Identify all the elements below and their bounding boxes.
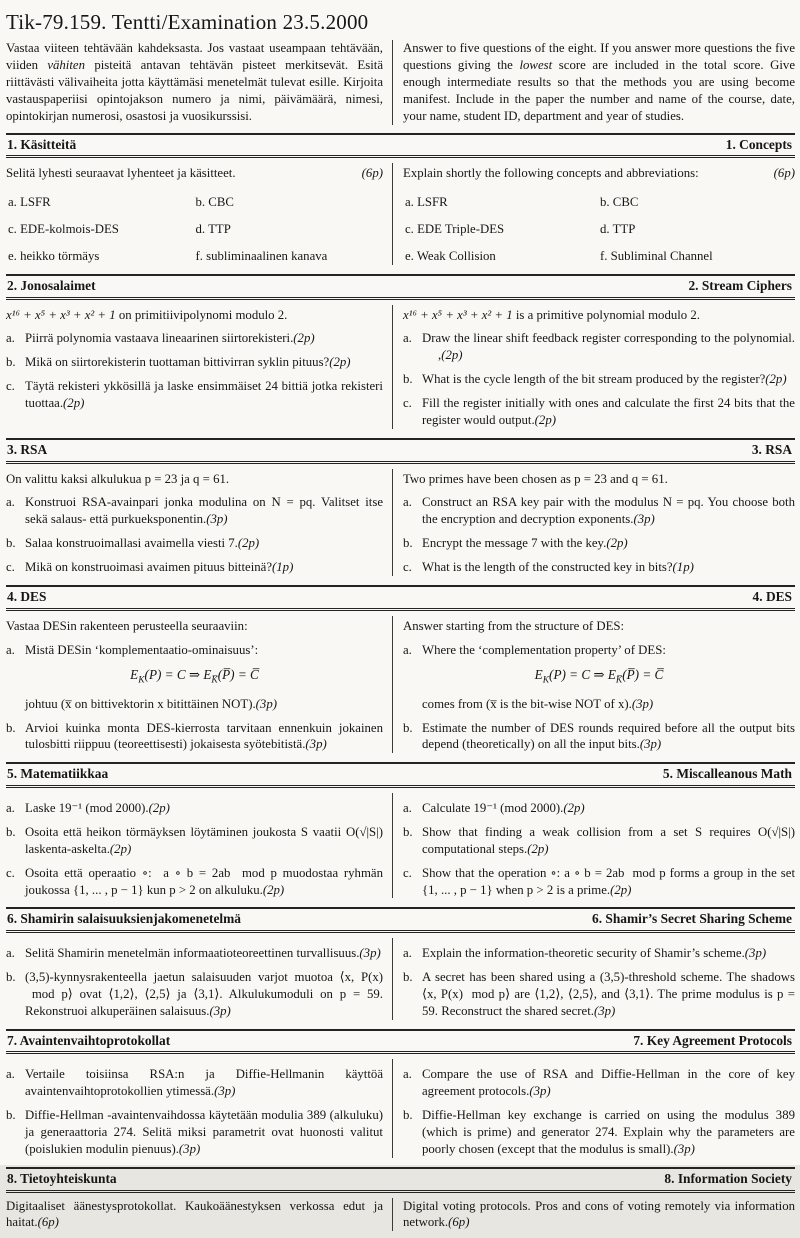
concept-list-fi [6, 194, 383, 265]
section-6-en [393, 938, 795, 1020]
question-item [403, 945, 795, 962]
item-label: b. [6, 720, 16, 735]
section-3-title-fi: 3. RSA [7, 441, 48, 457]
section-7-fi [6, 1059, 393, 1157]
question-item [403, 865, 795, 899]
lead-en [403, 307, 795, 324]
item-label: c. [403, 396, 412, 411]
points-label: (3p) [209, 1003, 231, 1018]
concept-item: f. subliminaalinen kanava [195, 248, 328, 263]
points-label: (1p) [672, 560, 694, 575]
item-label: b. [6, 970, 16, 985]
lead-text: is a primitive polynomial modulo 2. [512, 307, 700, 322]
item-label: a. [6, 331, 15, 346]
points-label: (6p) [361, 166, 383, 181]
item-text: Laske 19⁻¹ (mod 2000). [25, 801, 149, 816]
item-label: a. [403, 642, 412, 657]
item-label: b. [6, 824, 16, 839]
item-label: a. [403, 1067, 412, 1082]
points-label: (2p) [109, 841, 132, 856]
lead-fi: On valittu kaksi alkulukua p = 23 ja q = 61. [6, 471, 230, 486]
section-2-title-fi: 2. Jonosalaimet [7, 277, 96, 293]
question-item-continuation [6, 696, 383, 713]
item-text: Selitä Shamirin menetelmän informaatioteoreettinen turvallisuus. [25, 946, 360, 961]
section-7-en [393, 1059, 795, 1157]
section-4-title-en: 4. DES [752, 589, 792, 605]
intro-fi-emphasis: vähiten [47, 58, 85, 73]
lead-fi [6, 165, 383, 182]
formula-subscript: K̅ [211, 676, 218, 687]
lead-en [403, 165, 795, 182]
lead-text: Digital voting protocols. Pros and cons of voting remotely via information network. [403, 1198, 795, 1230]
item-text: (3,5)-kynnysrakenteella jaetun salaisuuden varjot muotoa ⟨x, P(x) mod p⟩ ovat ⟨1,2⟩, ⟨2,5⟩ ja ⟨3,1⟩. Alkulukumoduli on p = 59. Rekonstruoi alkuperäinen salaisuus. [25, 970, 383, 1018]
item-label: a. [403, 495, 412, 510]
intro-fi [6, 40, 393, 124]
item-text: Calculate 19⁻¹ (mod 2000). [422, 801, 564, 816]
intro-en-emphasis: lowest [519, 58, 553, 73]
item-text: Show that the operation ∘: a ∘ b = 2ab mod p forms a group in the set {1, ... , p − 1} when p > 2 is a prime. [422, 865, 795, 897]
question-item [403, 330, 795, 364]
points-label: (2p) [148, 801, 170, 816]
question-item [6, 1066, 383, 1100]
concept-item: b. CBC [195, 195, 234, 210]
points-label: (3p) [631, 696, 654, 711]
lead-text: on primitiivipolynomi modulo 2. [115, 307, 288, 322]
section-4-en [393, 616, 795, 754]
item-text: Encrypt the message 7 with the key. [422, 536, 607, 551]
points-label: (6p) [773, 166, 795, 181]
points-label: (2p) [534, 412, 556, 427]
item-text: comes from (x̅ is the bit-wise NOT of x). [422, 696, 632, 711]
question-item [403, 720, 795, 754]
item-text: Construct an RSA key pair with the modulus N = pq. You choose both the encryption and decryption exponents. [422, 495, 795, 527]
section-2-band [6, 274, 795, 300]
section-4-fi [6, 616, 393, 754]
question-item [403, 371, 795, 388]
item-text: What is the cycle length of the bit stream produced by the register? [422, 372, 766, 387]
formula-part: (P) = C ⇒ E [144, 667, 212, 683]
item-label: b. [403, 970, 413, 985]
question-item [403, 824, 795, 858]
points-label: (2p) [293, 331, 315, 346]
section-5-fi [6, 793, 393, 898]
item-text: Where the ‘complementation property’ of DES: [422, 642, 666, 657]
lead-fi [6, 307, 383, 324]
points-label: (1p) [272, 560, 294, 575]
item-text: Osoita että operaatio ∘: a ∘ b = 2ab mod p muodostaa ryhmän joukossa {1, ... , p − 1} kun p > 2 on alkuluku. [25, 865, 383, 897]
points-label: (3p) [214, 1084, 236, 1099]
points-label: (2p) [527, 841, 549, 856]
section-5-content [6, 788, 795, 905]
item-label: a. [6, 801, 15, 816]
item-label: b. [6, 355, 16, 370]
item-text: Täytä rekisteri ykkösillä ja laske ensimmäiset 24 bittiä jotka rekisteri tuottaa. [25, 379, 383, 411]
item-label: b. [403, 372, 413, 387]
points-label: (3p) [593, 1003, 616, 1018]
section-2-content [6, 300, 795, 436]
section-1-fi [6, 163, 393, 265]
question-item [6, 824, 383, 858]
item-text: Piirrä polynomia vastaava lineaarinen siirtorekisteri. [25, 331, 294, 346]
formula-part: (P) = C ⇒ E [549, 667, 616, 683]
question-item [6, 642, 383, 659]
item-text: Draw the linear shift feedback register corresponding to the polynomial. , [422, 331, 795, 363]
intro-fi-text-2: pisteitä antavan tehtävän pisteet merkitsevät. Esitä riittävästi välivaiheita jotta käyttämäsi menetelmät tulevat esille. Kirjoita vastauspaperiisi opintojakson numero ja nimi, päivämäärä, nimesi, opintokirjan numerosi, osastosi ja vuosikurssisi. [6, 58, 383, 123]
item-text: A secret has been shared using a (3,5)-threshold scheme. The shadows ⟨x, P(x) mod p⟩ are ⟨1,2⟩, ⟨2,5⟩, and ⟨3,1⟩. The prime modulus is p = 59. Reconstruct the shared secret. [422, 970, 795, 1018]
item-text: Compare the use of RSA and Diffie-Hellman in the core of key agreement protocols. [422, 1067, 795, 1099]
complementation-formula [403, 666, 795, 687]
section-7-title-fi: 7. Avaintenvaihtoprotokollat [7, 1032, 171, 1048]
section-2-fi [6, 305, 393, 429]
question-item [403, 642, 795, 659]
formula-subscript: K̅ [615, 676, 623, 687]
question-item [403, 559, 795, 576]
question-item [6, 378, 383, 412]
concept-item: a. LSFR [405, 195, 448, 210]
item-text: Mikä on siirtorekisterin tuottaman bittivirran syklin pituus? [25, 355, 330, 370]
question-item [6, 865, 383, 899]
concept-item: c. EDE-kolmois-DES [8, 222, 119, 237]
item-label: a. [6, 642, 15, 657]
concept-item: e. Weak Collision [405, 248, 496, 263]
question-item [403, 800, 795, 817]
lead-en: Two primes have been chosen as p = 23 and q = 61. [403, 471, 668, 486]
item-label: c. [403, 560, 412, 575]
concept-item: d. TTP [600, 222, 636, 237]
item-label: a. [403, 946, 412, 961]
question-item [403, 1107, 795, 1158]
section-3-fi [6, 469, 393, 576]
concept-item: d. TTP [195, 222, 231, 237]
item-text: Osoita että heikon törmäyksen löytäminen joukosta S vaatii O(√|S|) laskenta-askelta. [25, 824, 383, 856]
section-6-title-fi: 6. Shamirin salaisuuksienjakomenetelmä [7, 911, 241, 927]
formula-part: E [534, 667, 543, 683]
section-1-en [393, 163, 795, 265]
section-8-title-fi: 8. Tietoyhteiskunta [7, 1170, 117, 1186]
section-1-content [6, 158, 795, 272]
question-item [6, 720, 383, 754]
item-label: b. [6, 1108, 16, 1123]
item-text: Diffie-Hellman key exchange is carried on using the modulus 389 (which is prime) and generator 274. Explain why the parameters are poorly chosen (except that the modulus is small). [422, 1108, 795, 1156]
section-6-band [6, 907, 795, 933]
section-8-en [393, 1198, 795, 1232]
concept-item: c. EDE Triple-DES [405, 222, 505, 237]
item-text: Mistä DESin ‘komplementaatio-ominaisuus’: [25, 642, 259, 657]
formula-subscript: K [542, 676, 550, 687]
section-6-content [6, 933, 795, 1027]
item-text: Diffie-Hellman -avaintenvaihdossa käytetään modulia 389 (alkuluku) ja generaattoria 274. Selitä miksi parametrit ovat huonosti valitut (poislukien modulin pienuus). [25, 1108, 383, 1156]
polynomial-formula: x¹⁶ + x⁵ + x³ + x² + 1 [403, 307, 513, 322]
complementation-formula [6, 666, 383, 687]
question-item [403, 1066, 795, 1100]
item-label: a. [6, 946, 15, 961]
formula-part: E [130, 667, 139, 683]
section-5-title-fi: 5. Matematiikkaa [7, 766, 109, 782]
points-label: (6p) [448, 1215, 470, 1230]
exam-title: Tik-79.159. Tentti/Examination 23.5.2000 [6, 10, 369, 34]
points-label: (3p) [178, 1141, 201, 1156]
concept-item: a. LSFR [8, 195, 51, 210]
item-text: Arvioi kuinka monta DES-kierrosta tarvitaan ennenkuin jokainen tulosbitti riippuu (teoreettisesti) jokaisesta syötebitistä. [25, 720, 383, 752]
points-label: (2p) [563, 801, 585, 816]
section-3-en [393, 469, 795, 576]
points-label: (3p) [359, 946, 381, 961]
lead-en: Answer starting from the structure of DES: [403, 618, 625, 633]
concept-list-en [403, 194, 795, 265]
question-item [6, 535, 383, 552]
points-label: (2p) [329, 355, 351, 370]
lead-text: Selitä lyhesti seuraavat lyhenteet ja käsitteet. [6, 166, 236, 181]
section-8-band [6, 1167, 795, 1193]
section-7-title-en: 7. Key Agreement Protocols [633, 1032, 792, 1048]
section-2-title-en: 2. Stream Ciphers [688, 277, 792, 293]
intro-fi-text: Vastaa viiteen tehtävään kahdeksasta. Jos vastaat useampaan tehtävään, viiden [6, 41, 383, 73]
points-label: (2p) [441, 348, 463, 363]
item-text: Konstruoi RSA-avainpari jonka modulina on N = pq. Valitset itse sekä salaus- että purkueksponentin. [25, 495, 383, 527]
item-label: a. [403, 331, 412, 346]
question-item [6, 800, 383, 817]
formula-subscript: K [138, 676, 145, 687]
item-text: Vertaile toisiinsa RSA:n ja Diffie-Hellmanin käyttöä avaintenvaihtoprotokollien ytimessä. [25, 1067, 383, 1099]
item-text: Mikä on konstruoimasi avaimen pituus bitteinä? [25, 560, 273, 575]
points-label: (3p) [633, 512, 655, 527]
points-label: (2p) [610, 882, 632, 897]
section-1-band [6, 133, 795, 159]
points-label: (2p) [262, 882, 285, 897]
item-label: b. [403, 1108, 413, 1123]
section-6-title-en: 6. Shamir’s Secret Sharing Scheme [592, 911, 792, 927]
item-label: a. [6, 1067, 15, 1082]
item-text: Show that finding a weak collision from a set S requires O(√|S|) computational steps. [422, 824, 795, 856]
section-4-band [6, 585, 795, 611]
section-8-content [6, 1193, 795, 1238]
item-label: c. [6, 560, 15, 575]
concept-item: f. Subliminal Channel [600, 248, 713, 263]
points-label: (3p) [673, 1141, 695, 1156]
question-item [6, 969, 383, 1020]
question-item [6, 494, 383, 528]
points-label: (6p) [37, 1215, 59, 1230]
concept-item: b. CBC [600, 195, 639, 210]
points-label: (3p) [255, 696, 277, 711]
item-text: What is the length of the constructed key in bits? [422, 560, 673, 575]
question-item [6, 354, 383, 371]
item-text: johtuu (x̅ on bittivektorin x bitittäinen NOT). [25, 696, 256, 711]
points-label: (2p) [63, 396, 85, 411]
lead-fi: Vastaa DESin rakenteen perusteella seuraaviin: [6, 618, 248, 633]
section-8-title-en: 8. Information Society [664, 1170, 792, 1186]
concept-item: e. heikko törmäys [8, 248, 100, 263]
item-label: c. [6, 865, 15, 880]
section-5-title-en: 5. Miscalleanous Math [662, 766, 792, 782]
formula-part: (P̅) = C̅ [217, 667, 259, 683]
section-4-content [6, 611, 795, 761]
question-item [403, 969, 795, 1020]
section-3-title-en: 3. RSA [751, 441, 792, 457]
question-item-continuation [403, 696, 795, 713]
polynomial-formula: x¹⁶ + x⁵ + x³ + x² + 1 [6, 307, 116, 322]
question-item [6, 330, 383, 347]
item-label: b. [403, 720, 413, 735]
section-6-fi [6, 938, 393, 1020]
section-3-band [6, 438, 795, 464]
item-label: c. [6, 379, 15, 394]
intro-en-text: Answer to five questions of the eight. If you answer more questions the five questions giving the [403, 41, 795, 73]
section-2-en [393, 305, 795, 429]
section-5-en [393, 793, 795, 898]
item-text: Explain the information-theoretic security of Shamir’s scheme. [422, 946, 745, 961]
question-item [6, 945, 383, 962]
item-label: b. [6, 536, 16, 551]
item-label: b. [403, 824, 413, 839]
points-label: (2p) [765, 372, 787, 387]
item-label: a. [403, 801, 412, 816]
section-7-band [6, 1029, 795, 1055]
item-label: b. [403, 536, 413, 551]
item-text: Salaa konstruoimallasi avaimella viesti 7. [25, 536, 238, 551]
section-4-title-fi: 4. DES [7, 589, 47, 605]
section-8-fi [6, 1198, 393, 1232]
item-label: a. [6, 495, 15, 510]
points-label: (2p) [237, 536, 260, 551]
question-item [6, 559, 383, 576]
question-item [403, 494, 795, 528]
item-label: c. [403, 865, 412, 880]
lead-text: Digitaaliset äänestysprotokollat. Kaukoäänestyksen verkossa edut ja haitat. [6, 1198, 383, 1230]
points-label: (3p) [529, 1084, 551, 1099]
item-text: Estimate the number of DES rounds required before all the output bits depend (theoretically) on all the input bits. [422, 720, 795, 752]
section-1-title-en: 1. Concepts [725, 136, 792, 152]
points-label: (3p) [744, 946, 767, 961]
section-5-band [6, 762, 795, 788]
intro-en [393, 40, 795, 124]
section-1-title-fi: 1. Käsitteitä [7, 136, 77, 152]
lead-text: Explain shortly the following concepts and abbreviations: [403, 166, 699, 181]
points-label: (2p) [606, 536, 628, 551]
points-label: (3p) [305, 737, 327, 752]
intro-en-text-2: score are included in the total score. Give enough intermediate results so that the methods you are using become manifest. Include in the paper the number and name of the course, date, your name, student ID, department and year of studies. [403, 58, 796, 123]
points-label: (3p) [639, 737, 662, 752]
intro-row [6, 40, 795, 130]
item-text: Fill the register initially with ones and calculate the first 24 bits that the register would output. [422, 396, 795, 427]
formula-part: (P̅) = C̅ [622, 667, 664, 683]
question-item [403, 395, 795, 429]
points-label: (3p) [206, 512, 228, 527]
section-7-content [6, 1054, 795, 1164]
section-3-content [6, 464, 795, 583]
question-item [6, 1107, 383, 1158]
question-item [403, 535, 795, 552]
